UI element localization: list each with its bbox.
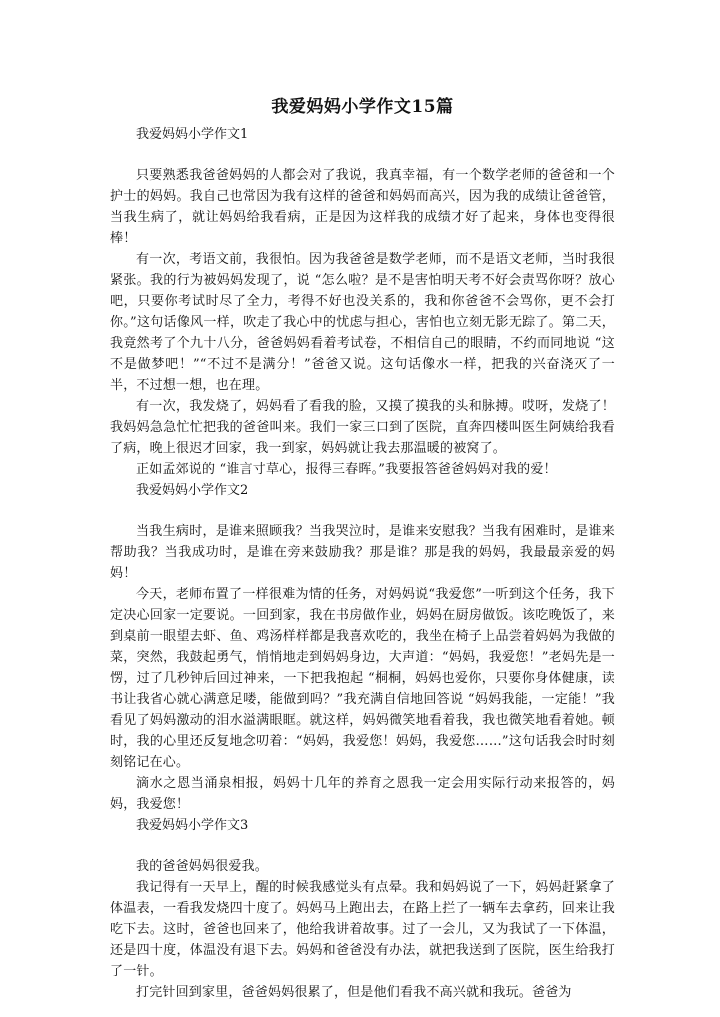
section-heading: 我爱妈妈小学作文1	[136, 127, 249, 142]
document-page	[110, 96, 615, 1003]
essay-section-1	[110, 124, 615, 480]
paragraph: 我记得有一天早上，醒的时候我感觉头有点晕。我和妈妈说了一下，妈妈赶紧拿了体温表，一看我发烧四十度了。妈妈马上跑出去，在路上拦了一辆车去拿药，回来让我吃下去。这时，爸爸也回来了，他给我讲着故事。过了一会儿，又为我试了一下体温，还是四十度，体温没有退下去。妈妈和爸爸没有办法，就把我送到了医院，医生给我打了一针。	[110, 880, 615, 979]
section-spacer	[110, 836, 615, 856]
paragraph: 当我生病时，是谁来照顾我？当我哭泣时，是谁来安慰我？当我有困难时，是谁来帮助我？当我成功时，是谁在旁来鼓励我？那是谁？那是我的妈妈，我最最亲爱的妈妈！	[110, 524, 615, 581]
paragraph: 只要熟悉我爸爸妈妈的人都会对了我说，我真幸福，有一个数学老师的爸爸和一个护士的妈妈。我自己也常因为我有这样的爸爸和妈妈而高兴，因为我的成绩让爸爸管，当我生病了，就让妈妈给我看病，正是因为这样我的成绩才好了起来，身体也变得很棒！	[110, 168, 615, 246]
paragraph: 打完针回到家里，爸爸妈妈很累了，但是他们看我不高兴就和我玩。爸爸为	[136, 985, 572, 1000]
document-title: 我爱妈妈小学作文15篇	[271, 97, 454, 117]
section-heading: 我爱妈妈小学作文2	[136, 483, 249, 498]
paragraph: 正如孟郊说的 “谁言寸草心，报得三春晖。”我要报答爸爸妈妈对我的爱！	[136, 462, 557, 477]
essay-section-3	[110, 815, 615, 1003]
paragraph: 有一次，我发烧了，妈妈看了看我的脸，又摸了摸我的头和脉搏。哎呀，发烧了！我妈妈急急忙忙把我的爸爸叫来。我们一家三口到了医院，直奔四楼叫医生阿姨给我看了病，晚上很迟才回家，我一到家，妈妈就让我去那温暖的被窝了。	[110, 399, 615, 456]
section-spacer	[110, 145, 615, 165]
essay-section-2	[110, 480, 615, 815]
section-heading: 我爱妈妈小学作文3	[136, 818, 249, 833]
paragraph: 今天，老师布置了一样很难为情的任务，对妈妈说“我爱您”一听到这个任务，我下定决心回家一定要说。一回到家，我在书房做作业，妈妈在厨房做饭。该吃晚饭了，来到桌前一眼望去虾、鱼、鸡汤样样都是我喜欢吃的，我坐在椅子上品尝着妈妈为我做的菜，突然，我鼓起勇气，悄悄地走到妈妈身边，大声道：“妈妈，我爱您！”老妈先是一愣，过了几秒钟后回过神来，一下把我抱起 “桐桐，妈妈也爱你，只要你身体健康，读书让我省心就心满意足喽，能做到吗？”我充满自信地回答说 “妈妈我能，一定能！”我看见了妈妈激动的泪水溢满眼眶。就这样，妈妈微笑地看着我，我也微笑地看着她。顿时，我的心里还反复地念叨着：“妈妈，我爱您！妈妈，我爱您……”这句话我会时时刻刻铭记在心。	[110, 587, 615, 770]
paragraph: 有一次，考语文前，我很怕。因为我爸爸是数学老师，而不是语文老师，当时我很紧张。我的行为被妈妈发现了，说 “怎么啦？是不是害怕明天考不好会责骂你呀？放心吧，只要你考试时尽了全力，考得不好也没关系的，我和你爸爸不会骂你，更不会打你。”这句话像风一样，吹走了我心中的忧虑与担心，害怕也立刻无影无踪了。第二天，我竟然考了个九十八分，爸爸妈妈看着考试卷，不相信自己的眼睛，不约而同地说 “这不是做梦吧！”“不过不是满分！”爸爸又说。这句话像水一样，把我的兴奋浇灭了一半，不过想一想，也在理。	[110, 252, 615, 393]
paragraph: 我的爸爸妈妈很爱我。	[136, 859, 269, 874]
section-spacer	[110, 501, 615, 521]
paragraph: 滴水之恩当涌泉相报，妈妈十几年的养育之恩我一定会用实际行动来报答的，妈妈，我爱您！	[110, 776, 615, 812]
